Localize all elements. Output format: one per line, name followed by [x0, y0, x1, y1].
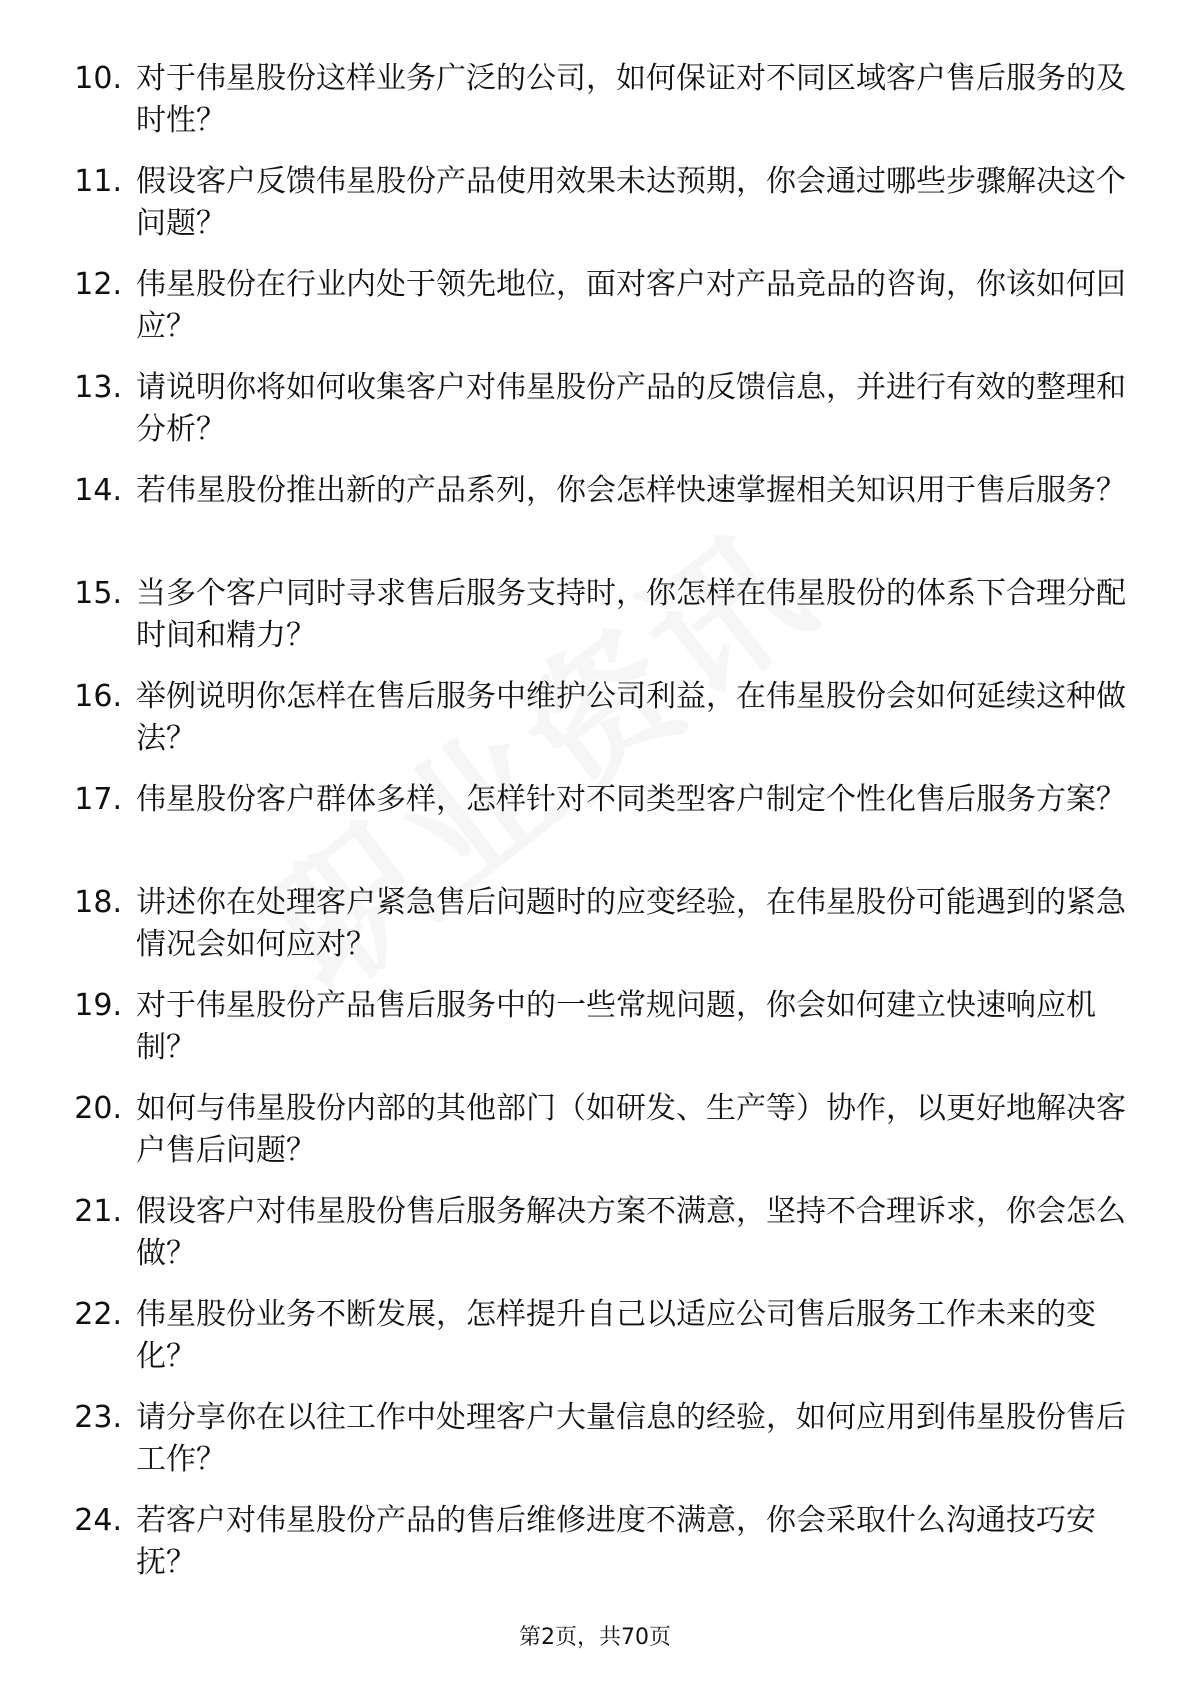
question-text: 假设客户对伟星股份售后服务解决方案不满意，坚持不合理诉求，你会怎么做？ [136, 1194, 1126, 1271]
page-number-footer: 第2页，共70页 [519, 1625, 671, 1650]
question-list [60, 58, 1130, 1603]
question-text: 请分享你在以往工作中处理客户大量信息的经验，如何应用到伟星股份售后工作？ [136, 1400, 1126, 1477]
list-item [60, 264, 1130, 367]
question-number: 18. [74, 885, 122, 920]
list-item [60, 985, 1130, 1088]
question-number: 10. [74, 61, 122, 96]
question-number: 16. [74, 679, 122, 714]
question-number: 17. [74, 782, 122, 817]
question-text: 请说明你将如何收集客户对伟星股份产品的反馈信息，并进行有效的整理和分析？ [136, 370, 1126, 447]
question-number: 19. [74, 988, 122, 1023]
question-number: 15. [74, 576, 122, 611]
question-number: 14. [74, 473, 122, 508]
question-number: 24. [74, 1503, 122, 1538]
list-item [60, 58, 1130, 161]
question-text: 若客户对伟星股份产品的售后维修进度不满意，你会采取什么沟通技巧安抚？ [136, 1503, 1096, 1580]
question-text: 假设客户反馈伟星股份产品使用效果未达预期，你会通过哪些步骤解决这个问题？ [136, 164, 1126, 241]
list-item [60, 1294, 1130, 1397]
list-item [60, 367, 1130, 470]
question-number: 12. [74, 267, 122, 302]
question-text: 伟星股份业务不断发展，怎样提升自己以适应公司售后服务工作未来的变化？ [136, 1297, 1096, 1374]
list-item [60, 779, 1130, 882]
question-text: 讲述你在处理客户紧急售后问题时的应变经验，在伟星股份可能遇到的紧急情况会如何应对？ [136, 885, 1126, 962]
question-number: 13. [74, 370, 122, 405]
question-number: 11. [74, 164, 122, 199]
question-text: 伟星股份在行业内处于领先地位，面对客户对产品竞品的咨询，你该如何回应？ [136, 267, 1126, 344]
question-text: 若伟星股份推出新的产品系列，你会怎样快速掌握相关知识用于售后服务？ [136, 473, 1126, 508]
question-text: 伟星股份客户群体多样，怎样针对不同类型客户制定个性化售后服务方案？ [136, 782, 1126, 817]
list-item [60, 1397, 1130, 1500]
list-item [60, 882, 1130, 985]
list-item [60, 573, 1130, 676]
question-number: 22. [74, 1297, 122, 1332]
question-text: 如何与伟星股份内部的其他部门（如研发、生产等）协作，以更好地解决客户售后问题？ [136, 1091, 1126, 1168]
list-item [60, 161, 1130, 264]
question-text: 举例说明你怎样在售后服务中维护公司利益，在伟星股份会如何延续这种做法？ [136, 679, 1126, 756]
question-number: 23. [74, 1400, 122, 1435]
list-item [60, 1500, 1130, 1603]
question-text: 对于伟星股份这样业务广泛的公司，如何保证对不同区域客户售后服务的及时性？ [136, 61, 1126, 138]
question-text: 对于伟星股份产品售后服务中的一些常规问题，你会如何建立快速响应机制？ [136, 988, 1096, 1065]
list-item [60, 470, 1130, 573]
question-number: 21. [74, 1194, 122, 1229]
question-text: 当多个客户同时寻求售后服务支持时，你怎样在伟星股份的体系下合理分配时间和精力？ [136, 576, 1126, 653]
list-item [60, 1088, 1130, 1191]
question-number: 20. [74, 1091, 122, 1126]
list-item [60, 1191, 1130, 1294]
list-item [60, 676, 1130, 779]
